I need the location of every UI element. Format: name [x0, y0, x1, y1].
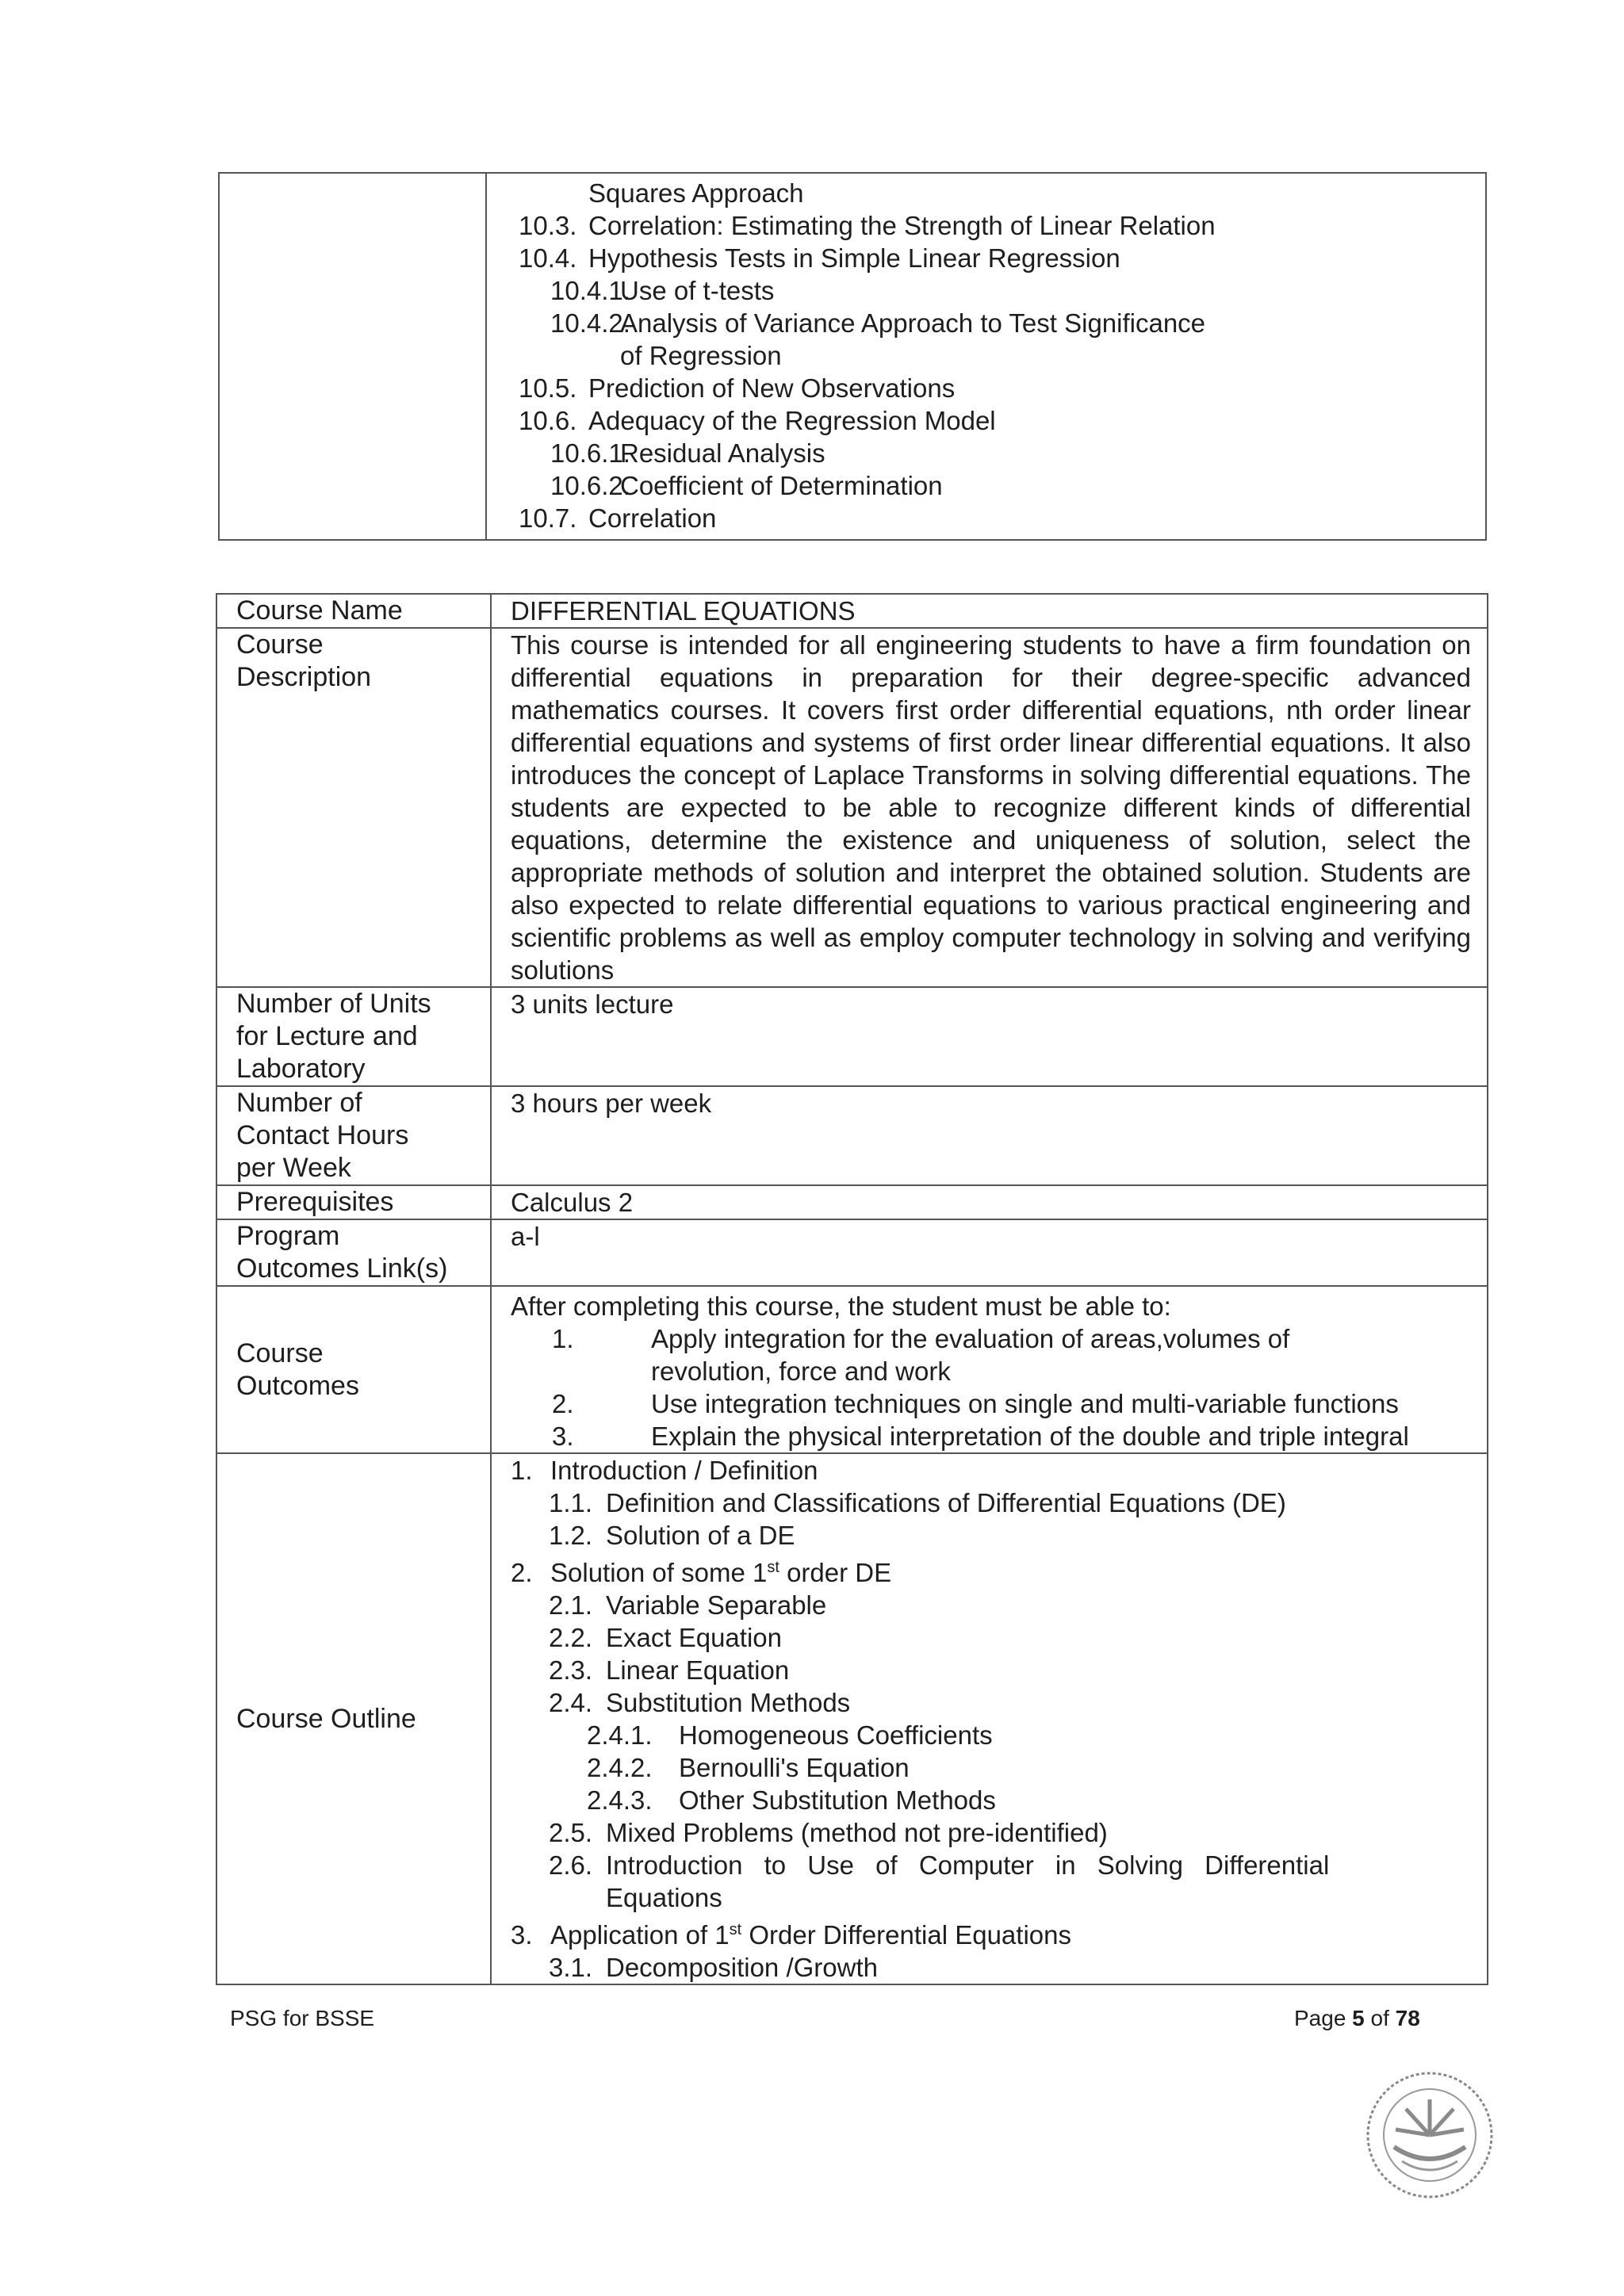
- course-name-row: [216, 594, 1488, 628]
- outline-item-number: 2.4.3.: [587, 1785, 653, 1815]
- outline-item: [511, 1621, 1471, 1654]
- outline-item-text: Linear Equation: [606, 1655, 790, 1685]
- outline-item-number: 10.6.2.: [550, 471, 630, 500]
- page-of: of: [1364, 2006, 1396, 2030]
- units-label: [216, 987, 491, 1086]
- course-outcome-continuation: revolution, force and work: [651, 1357, 951, 1386]
- program-outcomes-label: [216, 1219, 491, 1286]
- outline-item-text: Definition and Classifications of Differential Equations (DE): [606, 1488, 1286, 1517]
- hours-value: [491, 1086, 1488, 1185]
- outline-item: [519, 437, 1485, 469]
- page-total: 78: [1395, 2006, 1420, 2030]
- course-outline-value: [491, 1453, 1488, 1984]
- units-label-line-1: Number of Units: [236, 989, 431, 1019]
- outline-item: [519, 404, 1485, 437]
- outline-item: [519, 307, 1485, 339]
- course-outline-row: [216, 1453, 1488, 1984]
- ordinal-superscript: st: [729, 1921, 742, 1938]
- hours-label-line-3: per Week: [236, 1153, 351, 1183]
- outline-item-number: 2.6.: [549, 1850, 593, 1880]
- course-outcomes-list: [511, 1322, 1471, 1452]
- outline-item-number: 10.4.: [519, 243, 577, 273]
- outline-item: [519, 469, 1485, 502]
- outline-item: [511, 1849, 1471, 1881]
- prerequisites-label-text: Prerequisites: [236, 1187, 394, 1217]
- outline-item-text: Analysis of Variance Approach to Test Significance: [620, 308, 1206, 338]
- outline-item: [511, 1589, 1471, 1621]
- course-outcomes-row: [216, 1286, 1488, 1453]
- program-outcomes-row: [216, 1219, 1488, 1286]
- outline-item-text: of Regression: [620, 341, 782, 370]
- page-current: 5: [1352, 2006, 1365, 2030]
- outline-item-text: Other Substitution Methods: [679, 1785, 996, 1815]
- top-table-left-cell: [219, 173, 486, 540]
- outline-item-text: Hypothesis Tests in Simple Linear Regression: [588, 243, 1120, 273]
- program-outcomes-value: [491, 1219, 1488, 1286]
- units-row: [216, 987, 1488, 1086]
- outline-item: [519, 274, 1485, 307]
- course-outcome-text: Apply integration for the evaluation of areas,volumes of: [651, 1324, 1290, 1353]
- hours-value-text: 3 hours per week: [511, 1089, 712, 1118]
- course-description-label: [216, 628, 491, 987]
- prerequisites-value: [491, 1185, 1488, 1219]
- outline-item-number: 2.: [511, 1558, 533, 1587]
- course-outcome-number: 2.: [552, 1389, 574, 1418]
- top-outline-list: [519, 177, 1485, 534]
- outline-item-text: Introduction to Use of Computer in Solving Differential: [606, 1850, 1330, 1880]
- course-name-label-text: Course Name: [236, 595, 403, 626]
- outline-item: [519, 372, 1485, 404]
- outline-item: [511, 1487, 1471, 1519]
- course-outcome-item: [511, 1420, 1471, 1452]
- outline-item-number: 10.4.1.: [550, 276, 630, 305]
- outline-item-text: Homogeneous Coefficients: [679, 1720, 993, 1750]
- outline-item-number: 1.: [511, 1456, 533, 1485]
- units-value: [491, 987, 1488, 1086]
- outline-item-number: 10.4.2.: [550, 308, 630, 338]
- outline-item-number: 10.6.1.: [550, 438, 630, 468]
- ordinal-superscript: st: [767, 1559, 779, 1576]
- course-outcome-text: Use integration techniques on single and multi-variable functions: [651, 1389, 1399, 1418]
- units-label-line-2: for Lecture and: [236, 1021, 418, 1051]
- outline-item-text: Correlation: [588, 503, 717, 533]
- outline-item-text-after: order DE: [779, 1558, 892, 1587]
- units-label-line-3: Laboratory: [236, 1054, 366, 1084]
- outline-item: [511, 1552, 1471, 1589]
- course-table: [216, 593, 1488, 1985]
- outline-item-text: Adequacy of the Regression Model: [588, 406, 996, 435]
- outline-item-number: 3.1.: [549, 1953, 593, 1982]
- outline-item-number: 2.4.: [549, 1688, 593, 1717]
- units-value-text: 3 units lecture: [511, 989, 674, 1019]
- outline-item-text: Application of 1: [550, 1920, 730, 1950]
- outline-item-number: 10.5.: [519, 373, 577, 403]
- outline-item-text: Correlation: Estimating the Strength of Linear Relation: [588, 211, 1216, 240]
- outline-item-number: 10.7.: [519, 503, 577, 533]
- course-outcomes-label-line-1: Course: [236, 1337, 324, 1368]
- outline-item-text: Use of t-tests: [620, 276, 775, 305]
- course-outcomes-value: [491, 1286, 1488, 1453]
- program-outcomes-label-line-1: Program: [236, 1221, 340, 1251]
- outline-item-number: 2.3.: [549, 1655, 593, 1685]
- outline-item-text: Coefficient of Determination: [620, 471, 943, 500]
- prerequisites-row: [216, 1185, 1488, 1219]
- top-table-outline-cell: [486, 173, 1486, 540]
- outline-item-number: 10.6.: [519, 406, 577, 435]
- outline-item: [511, 1751, 1471, 1784]
- outline-item-text: Solution of some 1: [550, 1558, 768, 1587]
- outline-item-number: 1.1.: [549, 1488, 593, 1517]
- outline-item: [511, 1719, 1471, 1751]
- hours-label-line-2: Contact Hours: [236, 1120, 409, 1150]
- outline-item: [511, 1686, 1471, 1719]
- outline-item-text: Bernoulli's Equation: [679, 1753, 910, 1782]
- outline-item-text: Residual Analysis: [620, 438, 825, 468]
- outline-item-number: 10.3.: [519, 211, 577, 240]
- outline-item-text: Substitution Methods: [606, 1688, 851, 1717]
- hours-label-line-1: Number of: [236, 1088, 362, 1118]
- footer-left-text: PSG for BSSE: [230, 2006, 375, 2030]
- outline-item-text: Equations: [606, 1883, 722, 1912]
- outline-item: [511, 1654, 1471, 1686]
- course-name-label: [216, 594, 491, 628]
- page-number: [1294, 2006, 1420, 2031]
- course-outcome-number: 1.: [552, 1324, 574, 1353]
- course-outcome-item: [511, 1387, 1471, 1420]
- outline-item: [519, 339, 1485, 372]
- hours-label: [216, 1086, 491, 1185]
- course-name-value: [491, 594, 1488, 628]
- outline-item: [511, 1454, 1471, 1487]
- course-outcomes-label-line-2: Outcomes: [236, 1370, 359, 1401]
- course-name-value-text: DIFFERENTIAL EQUATIONS: [511, 596, 856, 626]
- outline-item-number: 2.4.2.: [587, 1753, 653, 1782]
- course-outcome-number: 3.: [552, 1422, 574, 1451]
- outline-item: [519, 502, 1485, 534]
- page-prefix: Page: [1294, 2006, 1353, 2030]
- outline-item: [519, 242, 1485, 274]
- outline-item: [511, 1816, 1471, 1849]
- outline-item: [519, 209, 1485, 242]
- outline-item: [511, 1784, 1471, 1816]
- outline-item-text: Exact Equation: [606, 1623, 782, 1652]
- outline-item: [511, 1951, 1471, 1984]
- outline-item-number: 2.5.: [549, 1818, 593, 1847]
- course-outcomes-intro: After completing this course, the student must be able to:: [511, 1292, 1171, 1321]
- program-outcomes-label-line-2: Outcomes Link(s): [236, 1253, 448, 1284]
- outline-item-number: 2.2.: [549, 1623, 593, 1652]
- top-outline-table: [218, 172, 1487, 541]
- outline-item: [511, 1881, 1471, 1914]
- hours-row: [216, 1086, 1488, 1185]
- outline-item-text: Mixed Problems (method not pre-identified): [606, 1818, 1108, 1847]
- course-description-row: [216, 628, 1488, 987]
- course-outline-label-text: Course Outline: [236, 1703, 416, 1734]
- outline-item-text: Introduction / Definition: [550, 1456, 818, 1485]
- outline-item-text-after: Order Differential Equations: [741, 1920, 1071, 1950]
- outline-item: [511, 1519, 1471, 1552]
- course-description-text: This course is intended for all engineering students to have a firm foundation on differential equations in preparation for their degree-specific advanced mathematics courses. It covers first order differential equations, nth order linear differential equations and systems of first order linear differential equations. It also introduces the concept of Laplace Transforms in solving differential equations. The students are expected to be able to recognize different kinds of differential equations, determine the existence and uniqueness of solution, select the appropriate methods of solution and interpret the obtained solution. Students are also expected to relate differential equations to various practical engineering and scientific problems as well as employ computer technology in solving and verifying solutions: [511, 630, 1471, 985]
- outline-item: [511, 1914, 1471, 1951]
- prerequisites-label: [216, 1185, 491, 1219]
- course-outcome-text: Explain the physical interpretation of the double and triple integral: [651, 1422, 1409, 1451]
- outline-item-text: Prediction of New Observations: [588, 373, 956, 403]
- outline-item-number: 3.: [511, 1920, 533, 1950]
- course-description-value: [491, 628, 1488, 987]
- course-outcomes-label: [216, 1286, 491, 1453]
- outline-item-text: Decomposition /Growth: [606, 1953, 878, 1982]
- prerequisites-value-text: Calculus 2: [511, 1188, 634, 1217]
- outline-item-text: Solution of a DE: [606, 1521, 795, 1550]
- official-seal-icon: [1362, 2068, 1497, 2202]
- course-outline-label: [216, 1453, 491, 1984]
- program-outcomes-value-text: a-l: [511, 1222, 540, 1251]
- description-label-line-1: Course: [236, 629, 324, 660]
- course-outline-list: [511, 1454, 1471, 1984]
- description-label-line-2: Description: [236, 662, 372, 692]
- outline-item-number: 1.2.: [549, 1521, 593, 1550]
- course-outcome-item: [511, 1322, 1471, 1355]
- outline-item-number: 2.4.1.: [587, 1720, 653, 1750]
- outline-item: [519, 177, 1485, 209]
- outline-item-text: Squares Approach: [588, 178, 804, 208]
- outline-item-text: Variable Separable: [606, 1590, 827, 1620]
- outline-item-number: 2.1.: [549, 1590, 593, 1620]
